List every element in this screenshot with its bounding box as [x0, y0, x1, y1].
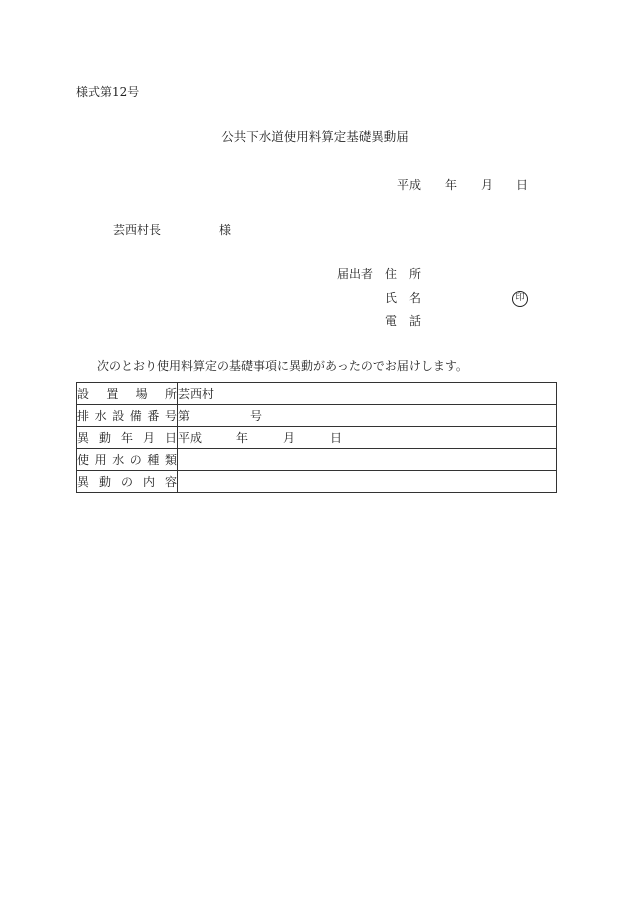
label-installation-site: 設 置 場 所 [77, 387, 177, 401]
row-label [77, 449, 178, 471]
table-row [77, 427, 557, 449]
date-day: 日 [516, 178, 529, 192]
row-label [77, 471, 178, 493]
name-label-text: 氏名 [385, 291, 434, 305]
change-date-year: 年 [236, 431, 249, 445]
label-change-date: 異 動 年 月 日 [77, 431, 177, 445]
change-date-month: 月 [283, 431, 296, 445]
table-row [77, 383, 557, 405]
addressee-name: 芸西村長 [113, 223, 162, 237]
row-label [77, 405, 178, 427]
label-drainage-number: 排 水 設 備 番 号 [77, 409, 177, 423]
drainage-number-field[interactable] [178, 405, 557, 427]
change-date-day: 日 [330, 431, 343, 445]
phone-label-text: 電話 [385, 314, 434, 328]
date-era: 平成 [397, 178, 422, 192]
row-label [77, 427, 178, 449]
notification-table [76, 382, 557, 493]
table-row [77, 405, 557, 427]
table-row [77, 449, 557, 471]
date-year: 年 [445, 178, 458, 192]
drainage-number-prefix: 第 [178, 409, 191, 423]
address-label-text: 住所 [385, 267, 434, 281]
label-change-details: 異 動 の 内 容 [77, 475, 177, 489]
document-title: 公共下水道使用料算定基礎異動届 [221, 129, 409, 144]
installation-site-field[interactable] [178, 383, 557, 405]
change-details-field[interactable] [178, 471, 557, 493]
row-label [77, 383, 178, 405]
table-row [77, 471, 557, 493]
change-date-field[interactable] [178, 427, 557, 449]
name-label [385, 291, 434, 305]
addressee-honorific: 様 [219, 223, 232, 237]
change-date-era: 平成 [178, 431, 203, 445]
address-label [385, 267, 434, 281]
intro-text: 次のとおり使用料算定の基礎事項に異動があったのでお届けします。 [97, 359, 468, 373]
phone-label [385, 314, 434, 328]
applicant-heading: 届出者 [337, 267, 374, 281]
label-water-type: 使 用 水 の 種 類 [77, 453, 177, 467]
installation-site-value: 芸西村 [178, 387, 215, 401]
date-month: 月 [481, 178, 494, 192]
seal-icon: 印 [512, 291, 528, 307]
seal-mark [512, 290, 528, 307]
water-type-field[interactable] [178, 449, 557, 471]
form-number: 様式第12号 [76, 85, 140, 99]
drainage-number-suffix: 号 [250, 409, 263, 423]
